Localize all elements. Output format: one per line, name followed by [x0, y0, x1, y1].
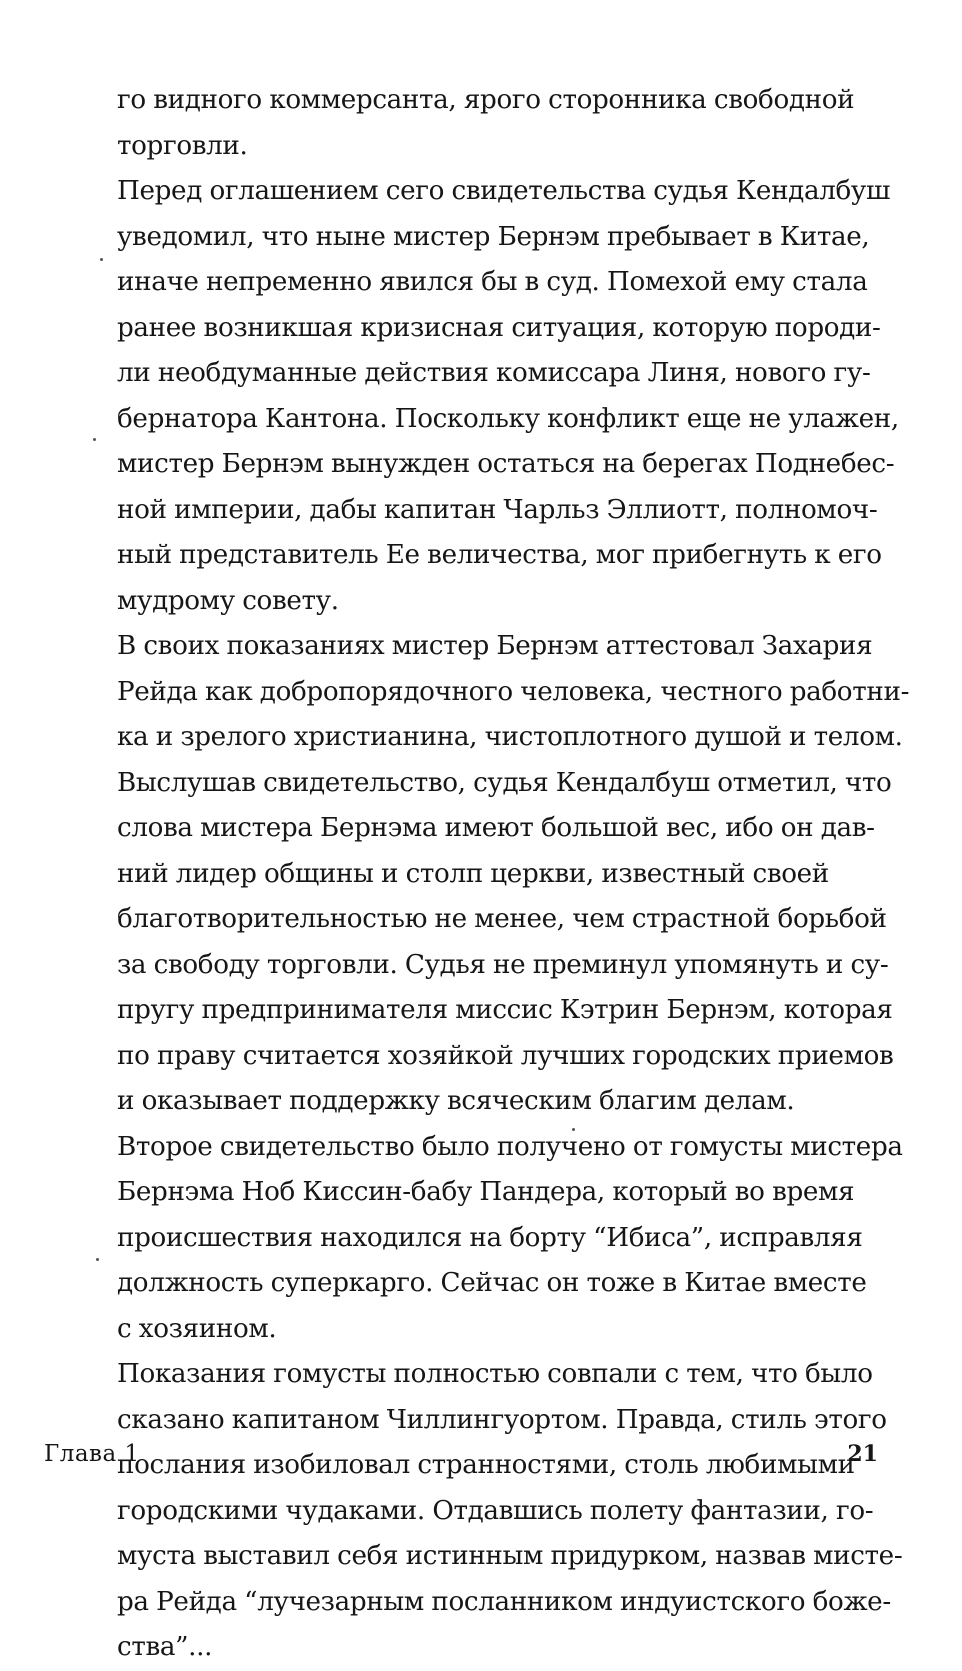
- text-line: ний лидер общины и столп церкви, известный своей: [117, 858, 829, 889]
- text-line: ра Рейда “лучезарным посланником индуистского боже-: [117, 1586, 891, 1617]
- text-line: ный представитель Ее величества, мог прибегнуть к его: [117, 540, 882, 570]
- text-line: и оказывает поддержку всяческим благим делам.: [117, 1086, 795, 1116]
- text-line: городскими чудаками. Отдавшись полету фантазии, го-: [117, 1495, 874, 1526]
- body-text: [117, 78, 910, 1671]
- text-line: Выслушав свидетельство, судья Кендалбуш отметил, что: [117, 767, 892, 798]
- text-line: сказано капитаном Чиллингуортом. Правда, стиль этого: [117, 1404, 887, 1435]
- text-line: мистер Бернэм вынужден остаться на берегах Поднебес-: [117, 449, 895, 479]
- text-line: Второе свидетельство было получено от гомусты мистера: [117, 1131, 903, 1162]
- text-line: мудрому совету.: [117, 585, 339, 616]
- text-line: ка и зрелого христианина, чистоплотного душой и телом.: [117, 722, 903, 752]
- text-line: ства”...: [117, 1632, 213, 1662]
- text-line: происшествия находился на борту “Ибиса”, исправляя: [117, 1222, 863, 1253]
- text-line: Показания гомусты полностью совпали с тем, что было: [117, 1359, 873, 1389]
- scan-speck: [96, 1258, 99, 1261]
- text-line: Бернэма Ноб Киссин-бабу Пандера, который во время: [117, 1177, 855, 1207]
- text-line: благотворительностью не менее, чем страстной борьбой: [117, 904, 887, 934]
- text-line: должность суперкарго. Сейчас он тоже в Китае вместе: [117, 1268, 867, 1298]
- text-line: пругу предпринимателя миссис Кэтрин Бернэм, которая: [117, 995, 893, 1025]
- text-line: иначе непременно явился бы в суд. Помехой ему стала: [117, 267, 868, 297]
- page-footer: [0, 1441, 962, 1481]
- text-line: ной империи, дабы капитан Чарльз Эллиотт, полномоч-: [117, 494, 878, 525]
- text-line: Рейда как добропорядочного человека, честного работни-: [117, 676, 910, 707]
- text-line: с хозяином.: [117, 1313, 277, 1344]
- text-line: бернатора Кантона. Поскольку конфликт еще не улажен,: [117, 403, 899, 434]
- text-line: ранее возникшая кризисная ситуация, которую породи-: [117, 312, 881, 343]
- text-line: го видного коммерсанта, ярого сторонника свободной: [117, 85, 855, 115]
- text-line: слова мистера Бернэма имеют большой вес, ибо он дав-: [117, 813, 875, 843]
- chapter-label: Глава 1: [44, 1441, 140, 1467]
- text-line: по праву считается хозяйкой лучших городских приемов: [117, 1040, 894, 1071]
- text-line: за свободу торговли. Судья не преминул упомянуть и су-: [117, 949, 889, 980]
- scan-speck: [93, 438, 96, 441]
- text-line: Перед оглашением сего свидетельства судья Кендалбуш: [117, 176, 890, 206]
- text-line: послания изобиловал странностями, столь любимыми: [117, 1450, 855, 1480]
- scan-speck: [100, 258, 103, 261]
- scan-speck: [572, 1128, 575, 1131]
- text-line: уведомил, что ныне мистер Бернэм пребывает в Китае,: [117, 221, 870, 252]
- page-number: 21: [847, 1441, 878, 1467]
- text-line: В своих показаниях мистер Бернэм аттестовал Захария: [117, 631, 873, 661]
- text-line: торговли.: [117, 130, 248, 161]
- text-line: ли необдуманные действия комиссара Линя, нового гу-: [117, 358, 871, 388]
- text-line: муста выставил себя истинным придурком, назвав мисте-: [117, 1541, 903, 1571]
